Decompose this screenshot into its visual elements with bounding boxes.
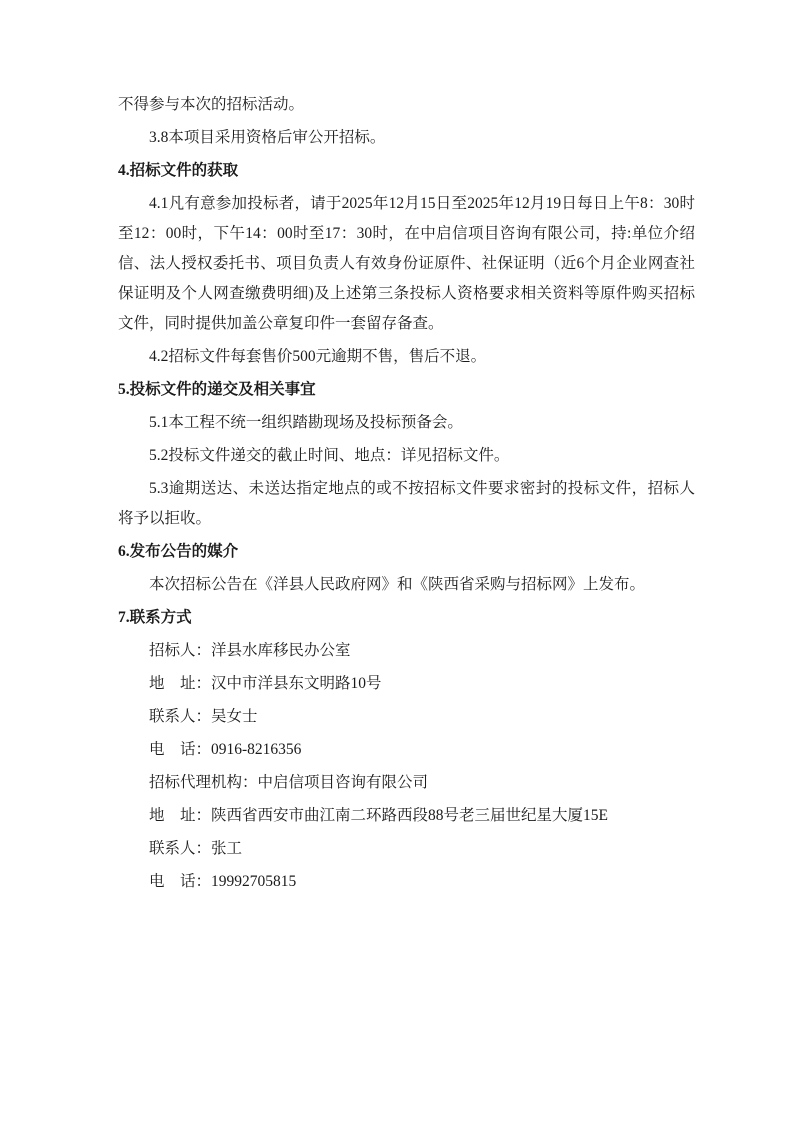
contact-tenderer-address: 地 址：汉中市洋县东文明路10号 <box>149 675 382 692</box>
contact-tenderer-phone: 电 话：0916-8216356 <box>149 741 302 758</box>
clause-4-1: 4.1凡有意参加投标者，请于2025年12月15日至2025年12月19日每日上午8：30时至12：00时，下午14：00时至17：30时，在中启信项目咨询有限公司，持:单位介绍信、法人授权委托书、项目负责人有效身份证原件、社保证明（近6个月企业网查社保证明及个人网查缴费明细)及上述第三条投标人资格要求相关资料等原件购买招标文件，同时提供加盖公章复印件一套留存备查。 <box>118 195 695 332</box>
clause-3-8: 3.8本项目采用资格后审公开招标。 <box>149 129 386 146</box>
section-5-heading: 5.投标文件的递交及相关事宜 <box>118 381 316 398</box>
clause-5-3: 5.3逾期送达、未送达指定地点的或不按招标文件要求密封的投标文件，招标人将予以拒收。 <box>118 480 695 527</box>
clause-5-2: 5.2投标文件递交的截止时间、地点：详见招标文件。 <box>149 447 510 464</box>
contact-agency: 招标代理机构：中启信项目咨询有限公司 <box>149 774 429 791</box>
clause-4-2: 4.2招标文件每套售价500元逾期不售，售后不退。 <box>149 348 487 365</box>
paragraph-continuation: 不得参与本次的招标活动。 <box>118 96 305 113</box>
contact-agency-person: 联系人：张工 <box>149 840 243 857</box>
clause-5-1: 5.1本工程不统一组织踏勘现场及投标预备会。 <box>149 414 463 431</box>
contact-agency-phone: 电 话：19992705815 <box>149 873 297 890</box>
section-4-heading: 4.招标文件的获取 <box>118 162 239 179</box>
contact-tenderer: 招标人：洋县水库移民办公室 <box>149 642 351 659</box>
section-7-heading: 7.联系方式 <box>118 609 192 626</box>
contact-agency-address: 地 址：陕西省西安市曲江南二环路西段88号老三届世纪星大厦15E <box>149 807 608 824</box>
section-6-heading: 6.发布公告的媒介 <box>118 543 239 560</box>
contact-tenderer-person: 联系人：吴女士 <box>149 708 258 725</box>
clause-6-body: 本次招标公告在《洋县人民政府网》和《陕西省采购与招标网》上发布。 <box>149 576 646 593</box>
